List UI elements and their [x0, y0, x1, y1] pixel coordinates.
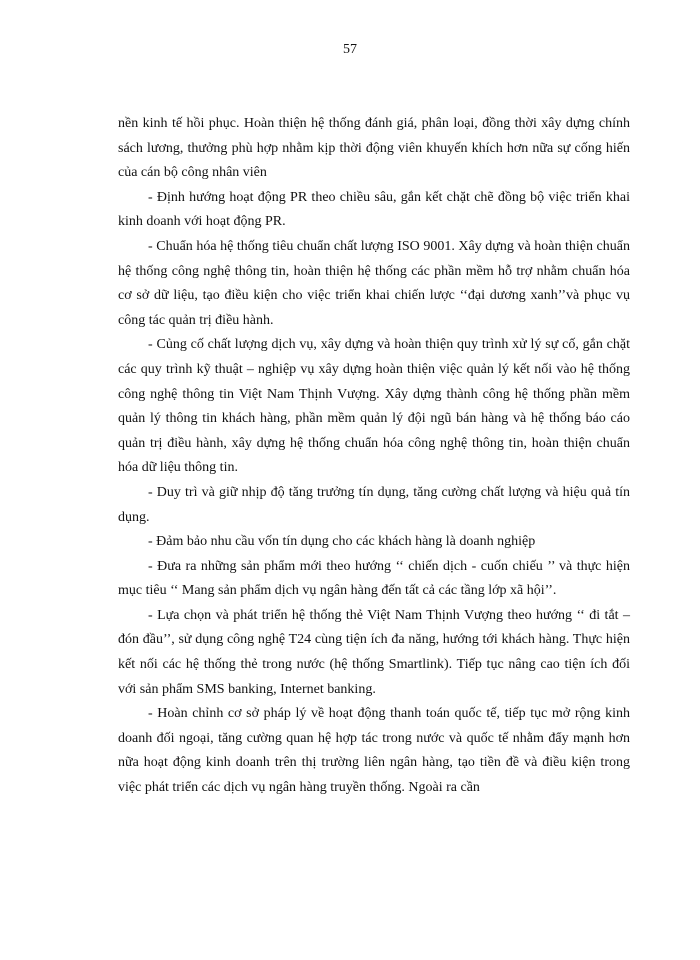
- paragraph: nền kinh tế hồi phục. Hoàn thiện hệ thống đánh giá, phân loại, đồng thời xây dựng chính sách lương, thưởng phù hợp nhằm kịp thời động viên khuyến khích hơn nữa sự cống hiến của cán bộ công nhân viên: [118, 116, 630, 181]
- paragraph: - Lựa chọn và phát triển hệ thống thẻ Việt Nam Thịnh Vượng theo hướng ‘‘ đi tắt – đón đầu’’, sử dụng công nghệ T24 cùng tiện ích đa năng, hướng tới khách hàng. Thực hiện kết nối các hệ thống thẻ trong nước (hệ thống Smartlink). Tiếp tục nâng cao tiện ích đối với sản phẩm SMS banking, Internet banking.: [118, 607, 630, 697]
- paragraph: - Đưa ra những sản phẩm mới theo hướng ‘‘ chiến dịch - cuốn chiếu ’’ và thực hiện mục tiêu ‘‘ Mang sản phẩm dịch vụ ngân hàng đến tất cả các tầng lớp xã hội’’.: [118, 558, 630, 599]
- paragraph: - Duy trì và giữ nhịp độ tăng trưởng tín dụng, tăng cường chất lượng và hiệu quả tín dụng.: [118, 484, 630, 525]
- paragraph: - Củng cố chất lượng dịch vụ, xây dựng và hoàn thiện quy trình xử lý sự cố, gắn chặt các quy trình kỹ thuật – nghiệp vụ xây dựng hoàn thiện việc quản lý kết nối vào hệ thống công nghệ thông tin Việt Nam Thịnh Vượng. Xây dựng thành công hệ thống phần mềm quản lý thông tin khách hàng, phần mềm quản lý đội ngũ bán hàng và hệ thống báo cáo quản trị điều hành, xây dựng hệ thống chuẩn hóa công nghệ thông tin, hoàn thiện chuẩn hóa dữ liệu thông tin.: [118, 337, 630, 476]
- paragraph: - Định hướng hoạt động PR theo chiều sâu, gắn kết chặt chẽ đồng bộ việc triển khai kinh doanh với hoạt động PR.: [118, 189, 630, 230]
- paragraph: - Đảm bảo nhu cầu vốn tín dụng cho các khách hàng là doanh nghiệp: [148, 534, 536, 550]
- document-body: [118, 112, 630, 801]
- paragraph: - Hoàn chỉnh cơ sở pháp lý về hoạt động thanh toán quốc tế, tiếp tục mở rộng kinh doanh đối ngoại, tăng cường quan hệ hợp tác trong nước và quốc tế nhằm đẩy mạnh hơn nữa hoạt động kinh doanh trên thị trường liên ngân hàng, tạo tiền đề và điều kiện trong việc phát triển các dịch vụ ngân hàng truyền thống. Ngoài ra cần: [118, 706, 630, 796]
- paragraph: - Chuẩn hóa hệ thống tiêu chuẩn chất lượng ISO 9001. Xây dựng và hoàn thiện chuẩn hệ thống công nghệ thông tin, hoàn thiện hệ thống các phần mềm hỗ trợ nhằm chuẩn hóa cơ sở dữ liệu, tạo điều kiện cho việc triển khai chiến lược ‘‘đại dương xanh’’và phục vụ công tác quản trị điều hành.: [118, 238, 630, 328]
- page-number: 57: [343, 42, 357, 57]
